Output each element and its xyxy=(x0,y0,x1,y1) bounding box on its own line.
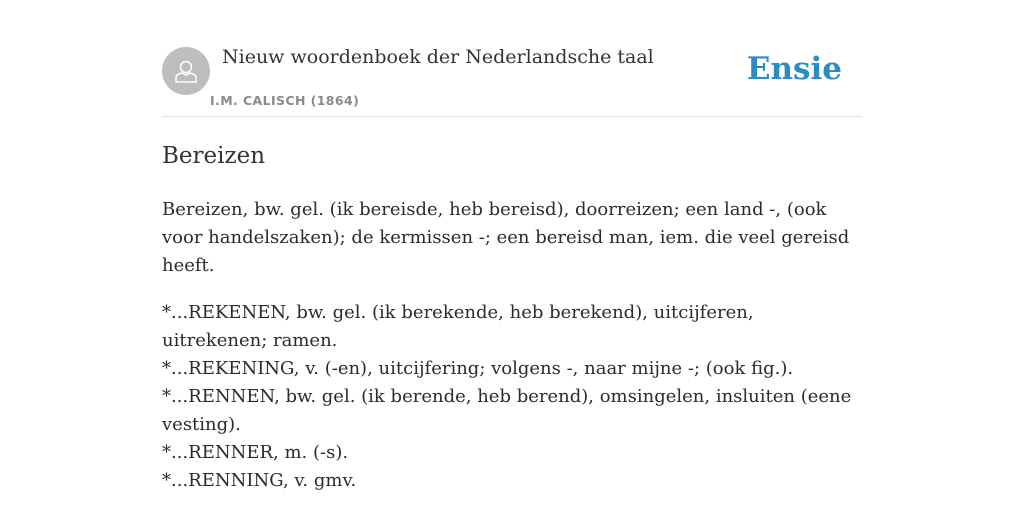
book-author[interactable]: I.M. CALISCH (1864) xyxy=(210,93,360,108)
avatar[interactable] xyxy=(162,47,210,95)
list-item: *...REKENEN, bw. gel. (ik berekende, heb berekend), uitcijferen, uitrekenen; ramen. xyxy=(162,302,754,351)
header xyxy=(162,0,862,117)
page-content xyxy=(162,0,862,495)
book-title[interactable]: Nieuw woordenboek der Nederlandsche taal xyxy=(222,46,654,68)
list-item: *...RENNEN, bw. gel. (ik berende, heb berend), omsingelen, insluiten (eene vesting). xyxy=(162,386,852,435)
entry-title: Bereizen xyxy=(162,143,266,169)
list-item: *...RENNING, v. gmv. xyxy=(162,470,357,491)
list-item: *...REKENING, v. (-en), uitcijfering; volgens -, naar mijne -; (ook fig.). xyxy=(162,358,794,379)
user-icon xyxy=(171,56,201,86)
list-item: *...RENNER, m. (-s). xyxy=(162,442,349,463)
site-logo[interactable]: Ensie xyxy=(746,51,842,87)
entry-derivatives xyxy=(162,299,862,495)
entry-paragraph: Bereizen, bw. gel. (ik bereisde, heb bereisd), doorreizen; een land -, (ook voor handelszaken); de kermissen -; een bereisd man, iem. die veel gereisd heeft. xyxy=(162,199,850,276)
